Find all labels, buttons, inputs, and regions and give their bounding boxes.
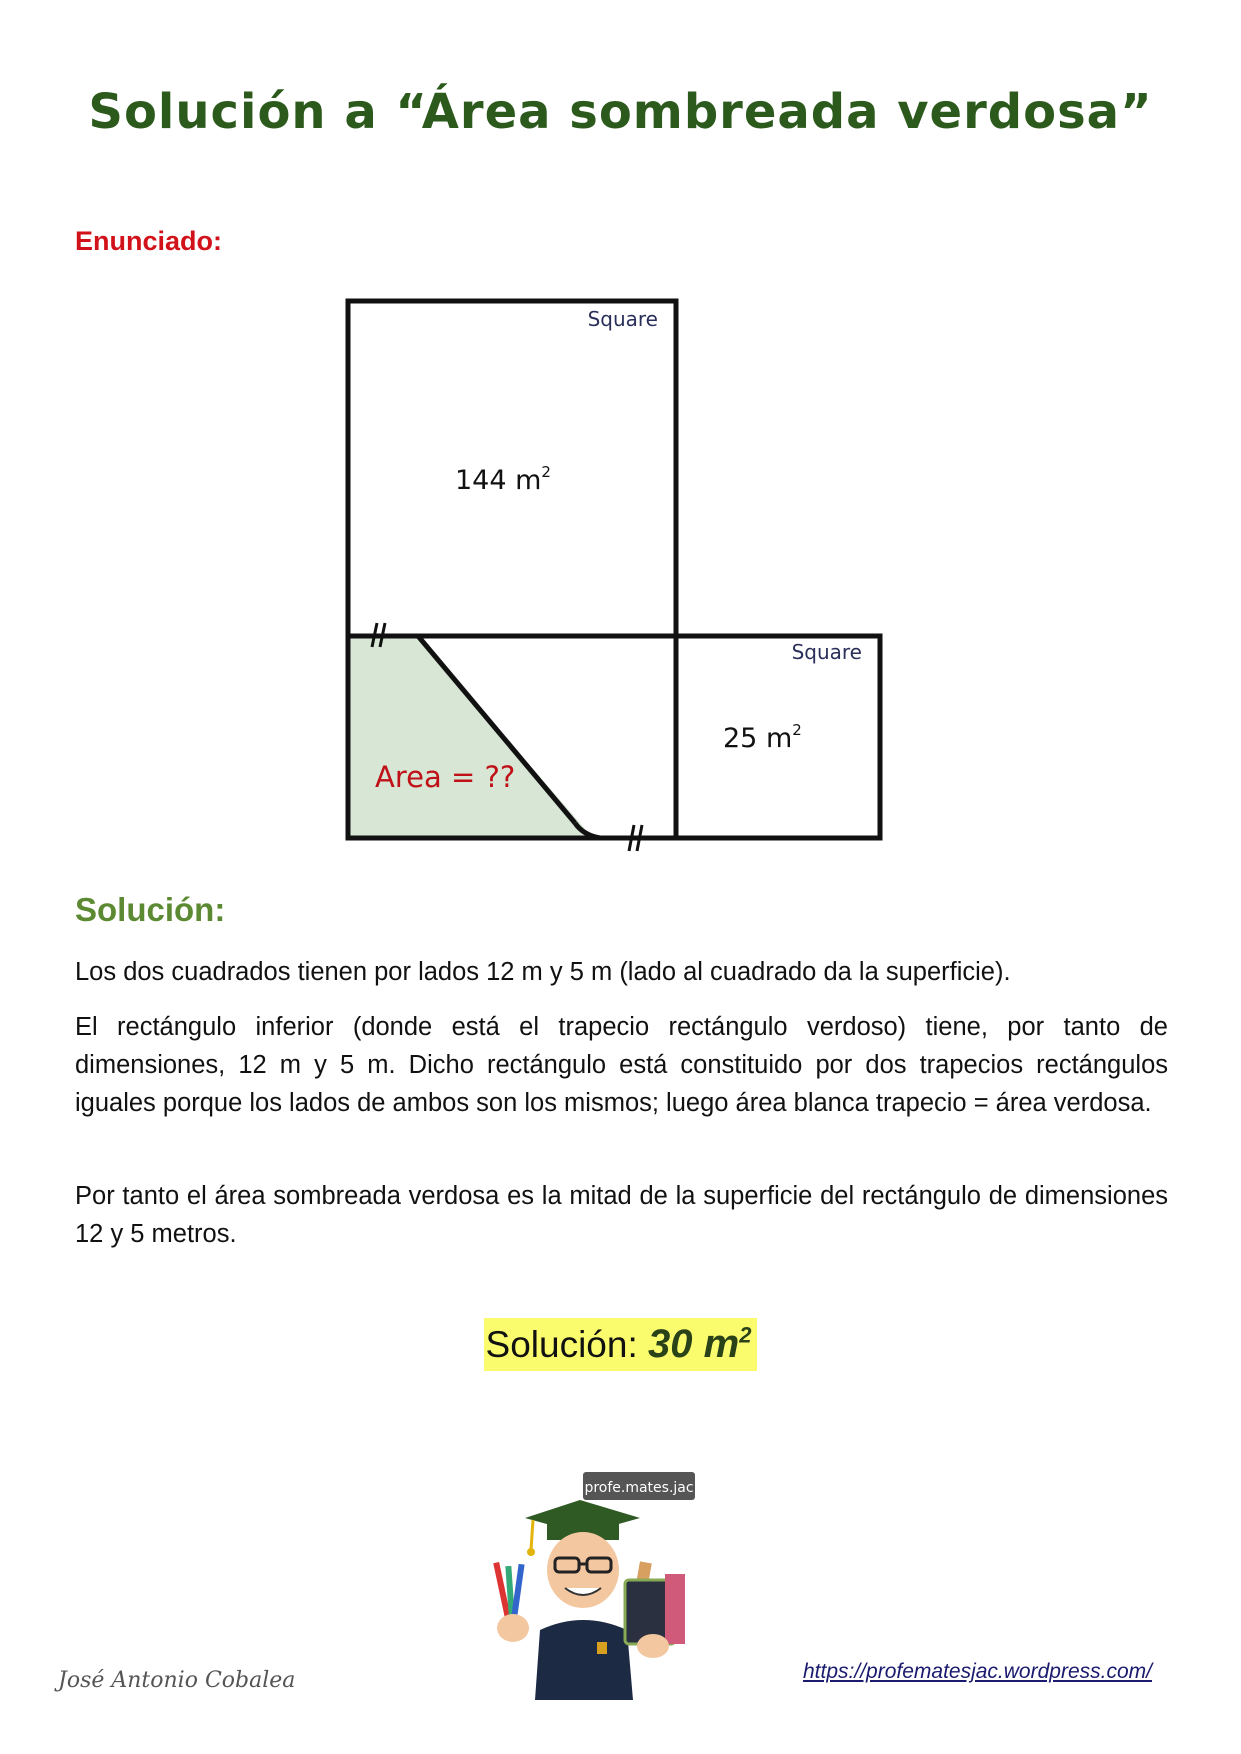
answer-exponent: 2: [739, 1322, 752, 1348]
enunciado-heading: Enunciado:: [75, 226, 222, 256]
website-link[interactable]: https://profematesjac.wordpress.com/: [803, 1660, 1152, 1683]
solution-paragraph-1: Los dos cuadrados tienen por lados 12 m y 5 m (lado al cuadrado da la superficie).: [75, 958, 1011, 986]
final-answer: [0, 1318, 1241, 1371]
small-square-label: Square: [791, 640, 862, 664]
teacher-mascot-image: [485, 1470, 705, 1700]
unknown-area-label: Area = ??: [375, 760, 516, 794]
big-square-exponent: 2: [541, 463, 551, 481]
page-title: Solución a “Área sombreada verdosa”: [88, 84, 1153, 140]
svg-text:25 m2: [723, 721, 802, 754]
big-square-area: 144 m: [455, 465, 542, 496]
problem-figure: [325, 285, 920, 875]
answer-highlight: [484, 1318, 758, 1371]
small-square-exponent: 2: [792, 721, 802, 739]
small-square-area: 25 m: [723, 723, 793, 754]
big-square-label: Square: [587, 307, 658, 331]
author-signature: José Antonio Cobalea: [58, 1668, 296, 1693]
solution-paragraph-3: Por tanto el área sombreada verdosa es la mitad de la superficie del rectángulo de dimensiones 12 y 5 metros.: [75, 1182, 1168, 1248]
solucion-heading: Solución:: [75, 891, 226, 928]
answer-label: Solución:: [485, 1324, 649, 1365]
mascot-badge-text: profe.mates.jac: [584, 1480, 694, 1496]
svg-text:144 m2: [455, 463, 551, 496]
answer-value: 30 m: [648, 1322, 740, 1366]
solution-paragraph-2: El rectángulo inferior (donde está el trapecio rectángulo verdoso) tiene, por tanto de dimensiones, 12 m y 5 m. Dicho rectángulo está constituido por dos trapecios rectángulos iguales porque los lados de ambos son los mismos; luego área blanca trapecio = área verdosa.: [75, 1013, 1168, 1117]
